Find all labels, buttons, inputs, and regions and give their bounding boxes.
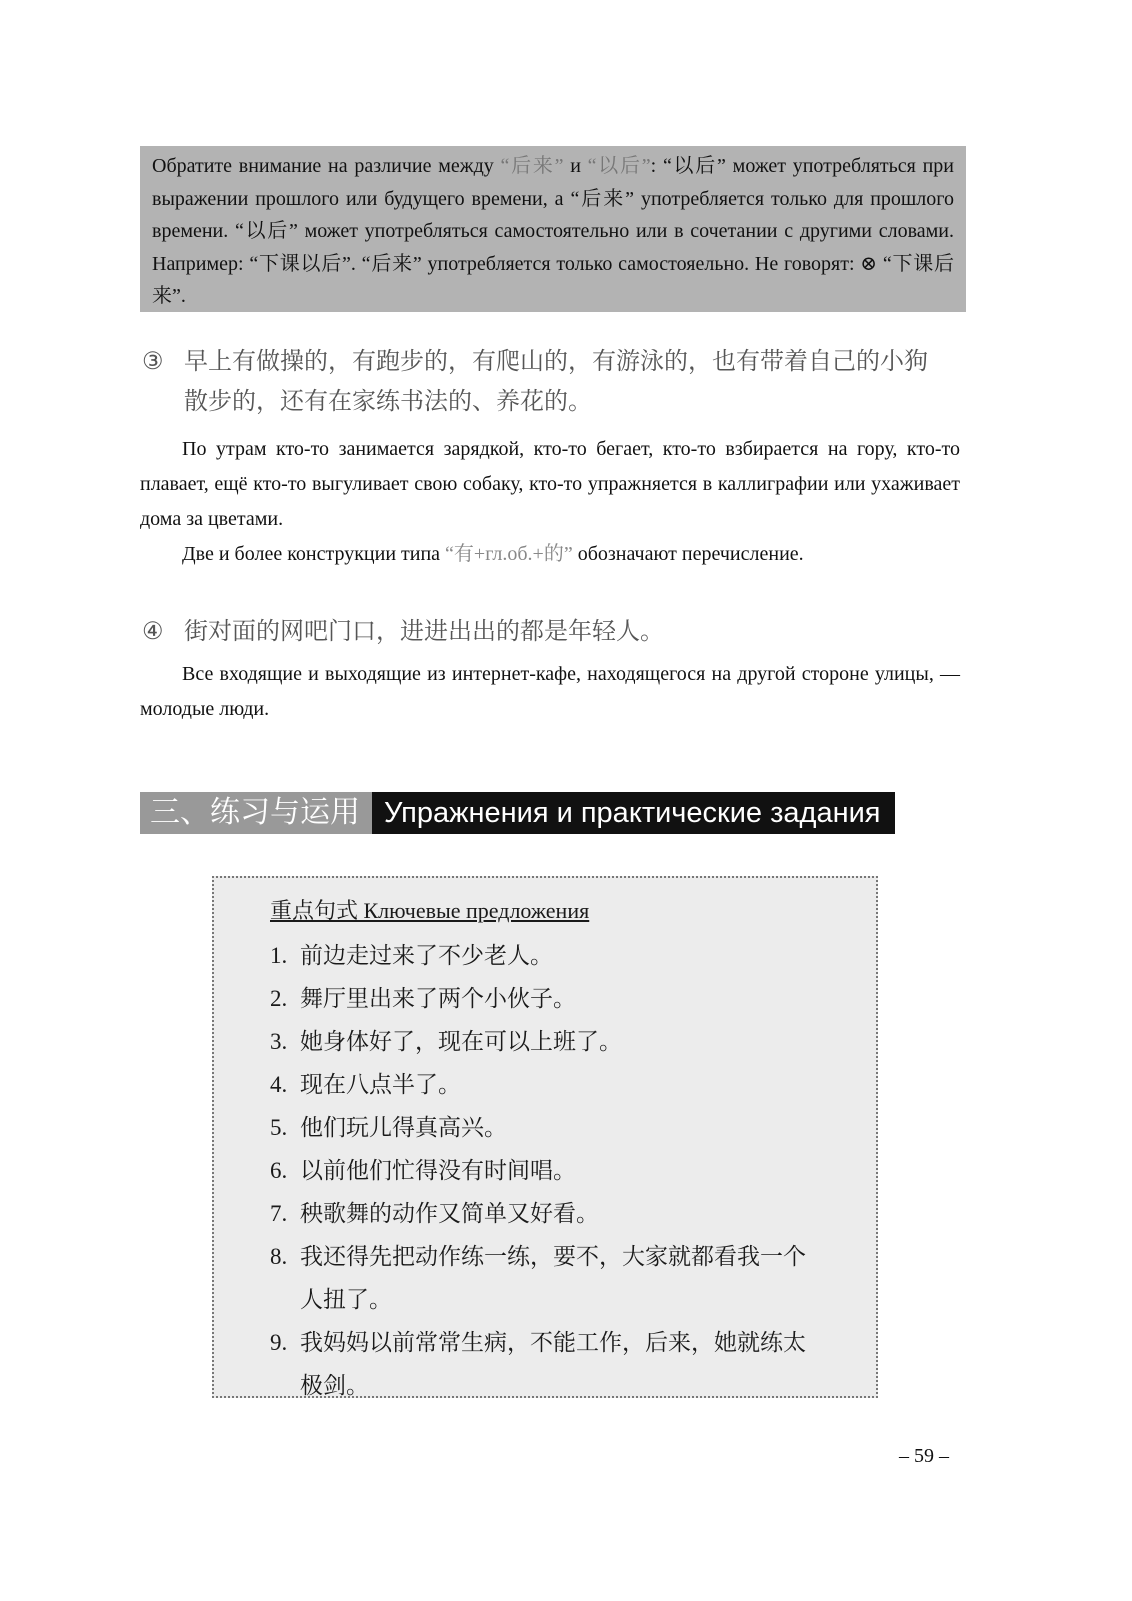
example-3-line-1: 早上有做操的，有跑步的，有爬山的，有游泳的，也有带着自己的小狗 (184, 349, 928, 375)
key-sentences-box (212, 876, 878, 1398)
example-3-note-end: обозначают перечисление. (572, 543, 804, 565)
example-3-note (140, 537, 960, 572)
page-number: – 59 – (899, 1445, 949, 1467)
list-item: 6. 以前他们忙得没有时间唱。 (270, 1158, 576, 1183)
note-text-3: : “以后” может употребляться при выражении прошлого или будущего времени, а “后来” употребляется только для прошлого времени. “以后” может употребляться самостоятельно или в сочетании с другими словами. Например: “下课以后”. “后来” употребляется только самостояельно. Не говорят: ⊗ “下课后来”. (152, 155, 954, 307)
note-term-houlai: “后来” (500, 155, 564, 177)
example-3-chinese (142, 342, 982, 422)
section-header (140, 792, 895, 834)
section-title-russian: Упражнения и практические задания (372, 792, 895, 834)
example-3-number: ③ (142, 349, 164, 375)
example-3-note-text: Две и более конструкции типа (182, 543, 446, 565)
list-item: 3. 她身体好了，现在可以上班了。 (270, 1029, 622, 1054)
list-item: 5. 他们玩儿得真高兴。 (270, 1115, 507, 1140)
note-text-1: Обратите внимание на различие между (152, 155, 501, 177)
list-item: 7. 秧歌舞的动作又简单又好看。 (270, 1201, 599, 1226)
note-term-yihou: “以后” (587, 155, 651, 177)
example-3-note-pattern: “有+гл.об.+的” (445, 543, 573, 565)
example-3-line-2: 散步的，还有在家练书法的、养花的。 (184, 389, 592, 415)
list-item: 1. 前边走过来了不少老人。 (270, 943, 553, 968)
section-title-chinese: 三、练习与运用 (140, 792, 372, 834)
example-4-translation: Все входящие и выходящие из интернет-кафе, находящегося на другой стороне улицы, —молодые люди. (140, 663, 960, 720)
list-item: 4. 现在八点半了。 (270, 1072, 461, 1097)
key-sentences-list (270, 934, 876, 1407)
list-item: 9. 我妈妈以前常常生病，不能工作，后来，她就练太极剑。 (270, 1330, 806, 1398)
list-item: 8. 我还得先把动作练一练，要不，大家就都看我一个人扭了。 (270, 1244, 806, 1312)
grammar-note-box (140, 146, 966, 312)
example-4-chinese (142, 612, 982, 652)
example-4-number: ④ (142, 619, 164, 645)
key-sentences-title: 重点句式 Ключевые предложения (270, 898, 590, 923)
note-text-2: и (563, 155, 588, 177)
example-3-translation: По утрам кто-то занимается зарядкой, кто-то бегает, кто-то взбирается на гору, кто-то плавает, ещё кто-то выгуливает свою собаку, кто-то упражняется в каллиграфии или ухаживает дома за цветами. (140, 438, 960, 530)
example-4-line-1: 街对面的网吧门口，进进出出的都是年轻人。 (184, 619, 664, 645)
list-item: 2. 舞厅里出来了两个小伙子。 (270, 986, 576, 1011)
